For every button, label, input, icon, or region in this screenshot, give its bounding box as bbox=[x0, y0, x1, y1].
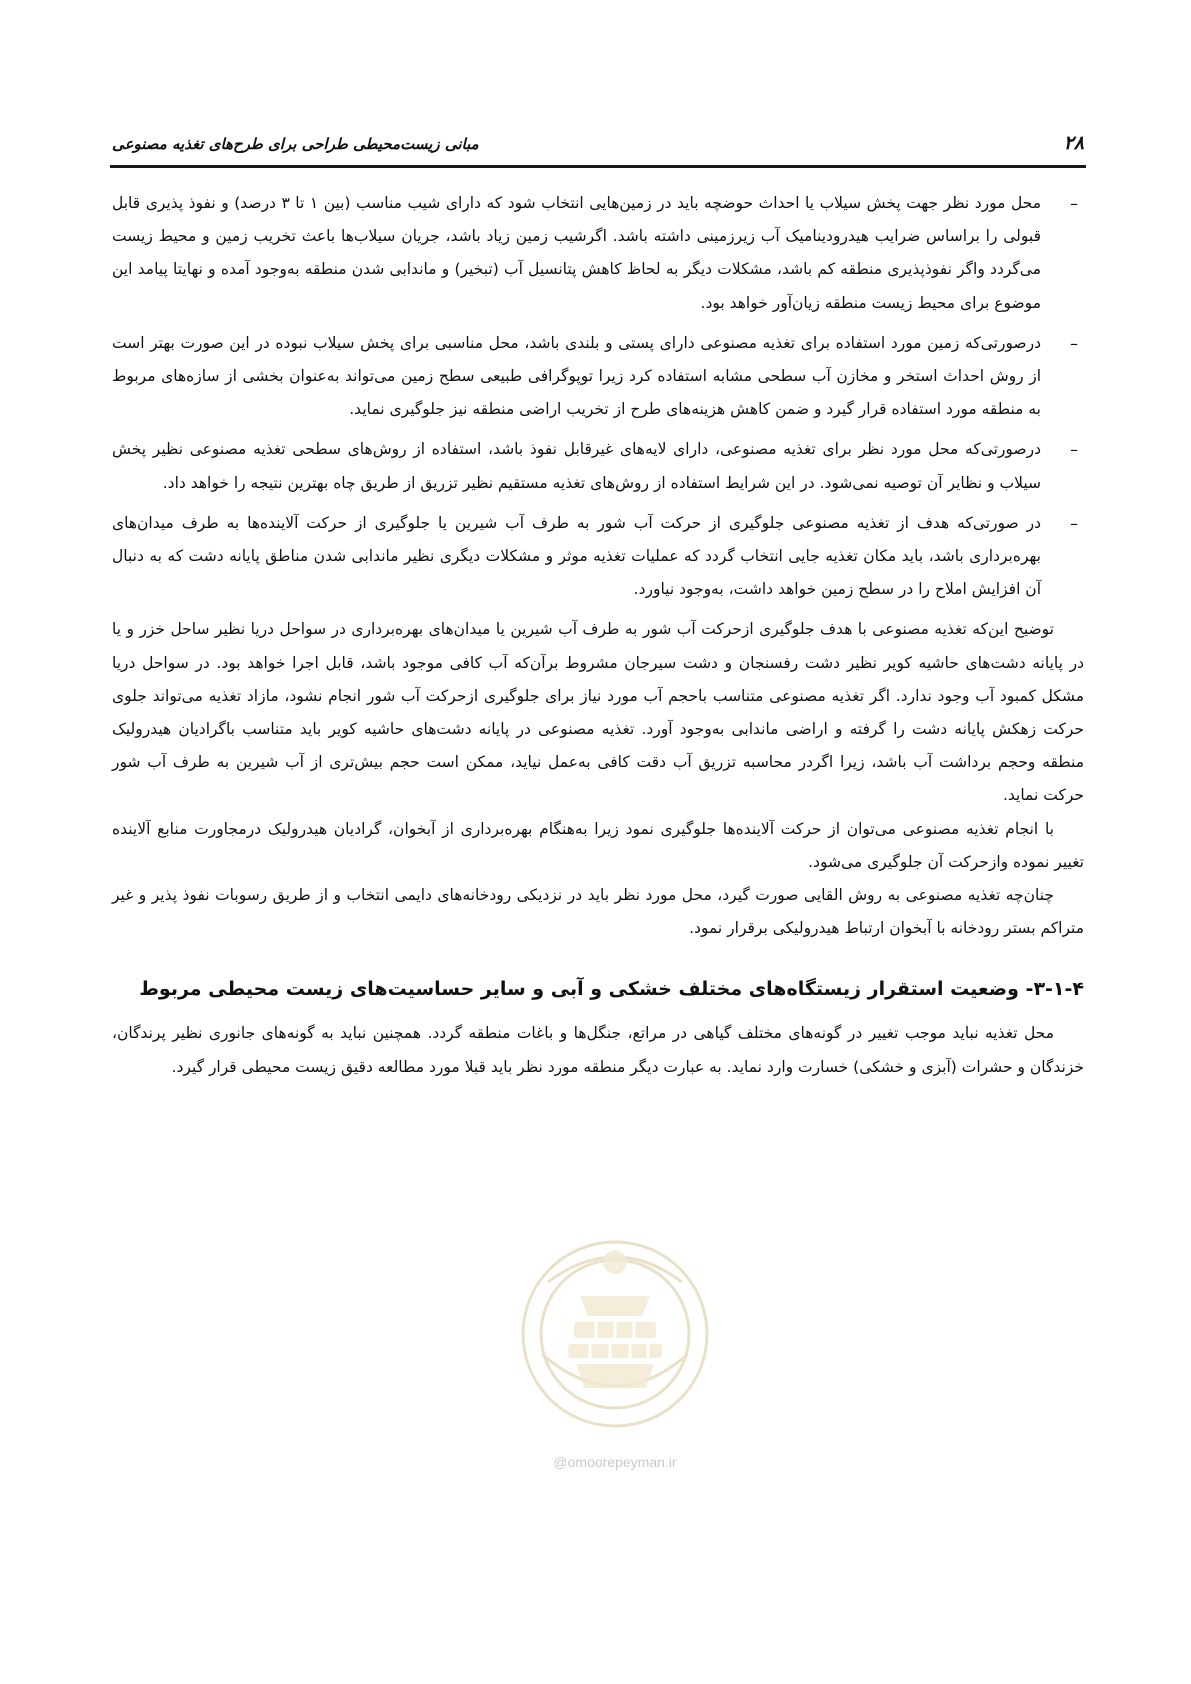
body-paragraph: چنان‌چه تغذیه مصنوعی به روش القایی صورت گیرد، محل مورد نظر باید در نزدیکی رودخانه‌های دایمی انتخاب و از طریق رسوبات نفوذ پذیر و غیر متراکم بستر رودخانه با آبخوان ارتباط هیدرولیکی برقرار نمود. bbox=[112, 886, 1084, 938]
dash-marker-icon: – bbox=[1070, 513, 1078, 533]
dash-marker-icon: – bbox=[1070, 194, 1078, 213]
section-paragraph: محل تغذیه نباید موجب تغییر در گونه‌های مختلف گیاهی در مراتع، جنگل‌ها و باغات منطقه گردد. همچنین نباید به گونه‌های جانوری نظیر پرندگان، خزندگان و حشرات (آبزی و خشکی) خسارت وارد نماید. به عبارت دیگر منطقه مورد نظر باید قبلا مورد مطالعه دقیق زیست محیطی قرار گیرد. bbox=[112, 1024, 1084, 1076]
page-body bbox=[112, 187, 1084, 1084]
list-item bbox=[112, 187, 1084, 320]
list-item-text: محل مورد نظر جهت پخش سیلاب یا احداث حوضچه باید در زمین‌هایی انتخاب شود که دارای شیب مناسب (بین ۱ تا ۳ درصد) و نفوذ پذیری قابل قبولی را براساس ضرایب هیدرودینامیک آب زیرزمینی داشته باشد. اگرشیب زمین زیاد باشد، جریان سیلاب‌ها باعث تخریب زمین و محیط زیست می‌گردد واگر نفوذپذیری منطقه کم باشد، مشکلات دیگر به لحاظ کاهش پتانسیل آب (تبخیر) و ماندابی شدن منطقه به‌وجود آمده و نهایتا پیامد این موضوع برای محیط زیست منطقه زیان‌آور خواهد بود. bbox=[112, 194, 1041, 312]
list-item-text: درصورتی‌که زمین مورد استفاده برای تغذیه مصنوعی دارای پستی و بلندی باشد، محل مناسبی برای پخش سیلاب نبوده در این صورت بهتر است از روش احداث استخر و مخازن آب سطحی مشابه استفاده کرد زیرا توپوگرافی طبیعی سطح زمین می‌تواند به‌عنوان بخشی از سازه‌های مربوط به منطقه مورد استفاده قرار گیرد و ضمن کاهش هزینه‌های طرح از تخریب اراضی منطقه نیز جلوگیری نماید. bbox=[112, 333, 1041, 419]
running-title: مبانی زیست‌محیطی طراحی برای طرح‌های تغذیه مصنوعی bbox=[112, 135, 479, 153]
seal-emblem-icon bbox=[450, 1204, 780, 1449]
section-heading: ۳-۱-۴- وضعیت استقرار زیستگاه‌های مختلف خشکی و آبی و سایر حساسیت‌های زیست محیطی مربوط bbox=[139, 978, 1084, 1001]
list-item-text: در صورتی‌که هدف از تغذیه مصنوعی جلوگیری از حرکت آب شور به طرف آب شیرین یا جلوگیری از حرکت آلاینده‌ها به طرف میدان‌های بهره‌برداری باشد، باید مکان تغذیه جایی انتخاب گردد که عملیات تغذیه موثر و مشکلات دیگری نظیر ماندابی شدن مناطق پایانه دشت که به دنبال آن افزایش املاح را در سطح زمین خواهد داشت، به‌وجود نیاورد. bbox=[112, 513, 1041, 599]
list-item bbox=[112, 433, 1084, 499]
bullet-list bbox=[112, 187, 1084, 606]
dash-marker-icon: – bbox=[1070, 333, 1078, 353]
body-paragraph: توضیح این‌که تغذیه مصنوعی با هدف جلوگیری ازحرکت آب شور به طرف آب شیرین یا میدان‌های بهره‌برداری در سواحل دریا نظیر ساحل خزر و یا در پایانه دشت‌های حاشیه کویر نظیر دشت رفسنجان و دشت سیرجان مشروط برآن‌که آب کافی موجود باشد، قابل اجرا خواهد بود. در سواحل دریا مشکل کمبود آب وجود ندارد. اگر تغذیه مصنوعی متناسب باحجم آب مورد نیاز برای جلوگیری ازحرکت آب شور انجام نشود، مازاد تغذیه می‌تواند جلوی حرکت زهکش پایانه دشت را گرفته و اراضی ماندابی به‌وجود آورد. تغذیه مصنوعی در پایانه دشت‌های حاشیه کویر باید متناسب باگرادیان هیدرولیک منطقه وحجم برداشت آب باشد، زیرا اگردر محاسبه تزریق آب دقت کافی به‌عمل نیاید، ممکن است حجم بیش‌تری از آب شیرین به طرف آب شور حرکت نماید. bbox=[112, 620, 1084, 805]
list-item-text: درصورتی‌که محل مورد نظر برای تغذیه مصنوعی، دارای لایه‌های غیرقابل نفوذ باشد، استفاده از روش‌های سطحی تغذیه مصنوعی نظیر پخش سیلاب و نظایر آن توصیه نمی‌شود. در این شرایط استفاده از روش‌های تغذیه مستقیم نظیر تزریق از طریق چاه بهترین نتیجه را خواهد داد. bbox=[112, 440, 1041, 492]
watermark-url: @omoorepeyman.ir bbox=[553, 1454, 677, 1470]
page-header bbox=[112, 128, 1084, 166]
header-divider bbox=[110, 165, 1086, 168]
watermark bbox=[450, 1204, 780, 1474]
list-item bbox=[112, 327, 1084, 427]
list-item bbox=[112, 507, 1084, 607]
page-number: ۲۸ bbox=[1063, 132, 1084, 154]
dash-marker-icon: – bbox=[1070, 440, 1078, 460]
body-paragraph: با انجام تغذیه مصنوعی می‌توان از حرکت آلاینده‌ها جلوگیری نمود زیرا به‌هنگام بهره‌برداری از آبخوان، گرادیان هیدرولیک درمجاورت منابع آلاینده تغییر نموده وازحرکت آن جلوگیری می‌شود. bbox=[112, 819, 1084, 871]
